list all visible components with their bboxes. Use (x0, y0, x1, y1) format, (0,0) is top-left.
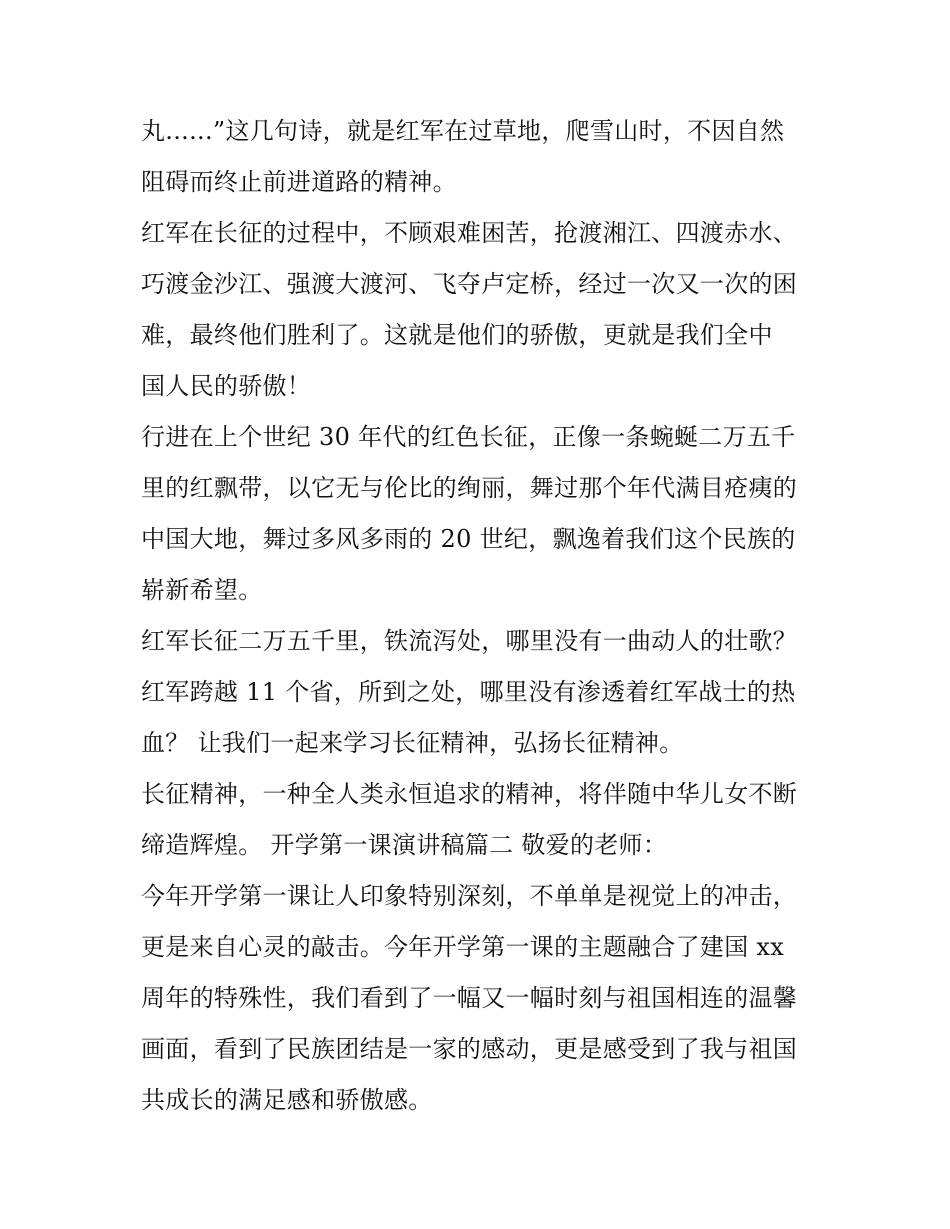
text-line: 更是来自心灵的敲击。今年开学第一课的主题融合了建国 xx (141, 933, 785, 961)
text-line: 周年的特殊性，我们看到了一幅又一幅时刻与祖国相连的温馨 (141, 984, 798, 1012)
text-line: 今年开学第一课让人印象特别深刻，不单单是视觉上的冲击， (141, 882, 798, 910)
text-line: 崭新希望。 (141, 576, 263, 604)
text-line: 缔造辉煌。 开学第一课演讲稿篇二 敬爱的老师： (141, 831, 668, 859)
text-line: 红军长征二万五千里，铁流泻处，哪里没有一曲动人的壮歌？ (141, 627, 798, 655)
text-line: 共成长的满足感和骄傲感。 (141, 1086, 433, 1114)
text-line: 长征精神，一种全人类永恒追求的精神，将伴随中华儿女不断 (141, 780, 798, 808)
text-line: 巧渡金沙江、强渡大渡河、飞夺卢定桥，经过一次又一次的困 (141, 270, 798, 298)
text-line: 画面，看到了民族团结是一家的感动，更是感受到了我与祖国 (141, 1035, 798, 1063)
text-line: 红军跨越 11 个省，所到之处，哪里没有渗透着红军战士的热 (141, 678, 796, 706)
text-line: 阻碍而终止前进道路的精神。 (141, 168, 457, 196)
text-line: 里的红飘带，以它无与伦比的绚丽，舞过那个年代满目疮痍的 (141, 474, 798, 502)
text-line: 行进在上个世纪 30 年代的红色长征，正像一条蜿蜒二万五千 (141, 423, 796, 451)
text-line: 难，最终他们胜利了。这就是他们的骄傲，更就是我们全中 (141, 321, 773, 349)
text-line: 中国大地，舞过多风多雨的 20 世纪，飘逸着我们这个民族的 (141, 525, 796, 553)
text-line: 丸......”这几句诗，就是红军在过草地，爬雪山时，不因自然 (141, 117, 785, 145)
document-body (141, 106, 831, 1126)
text-line: 国人民的骄傲！ (141, 372, 312, 400)
text-line: 红军在长征的过程中，不顾艰难困苦，抢渡湘江、四渡赤水、 (141, 219, 798, 247)
text-line: 血？ 让我们一起来学习长征精神，弘扬长征精神。 (141, 729, 684, 757)
